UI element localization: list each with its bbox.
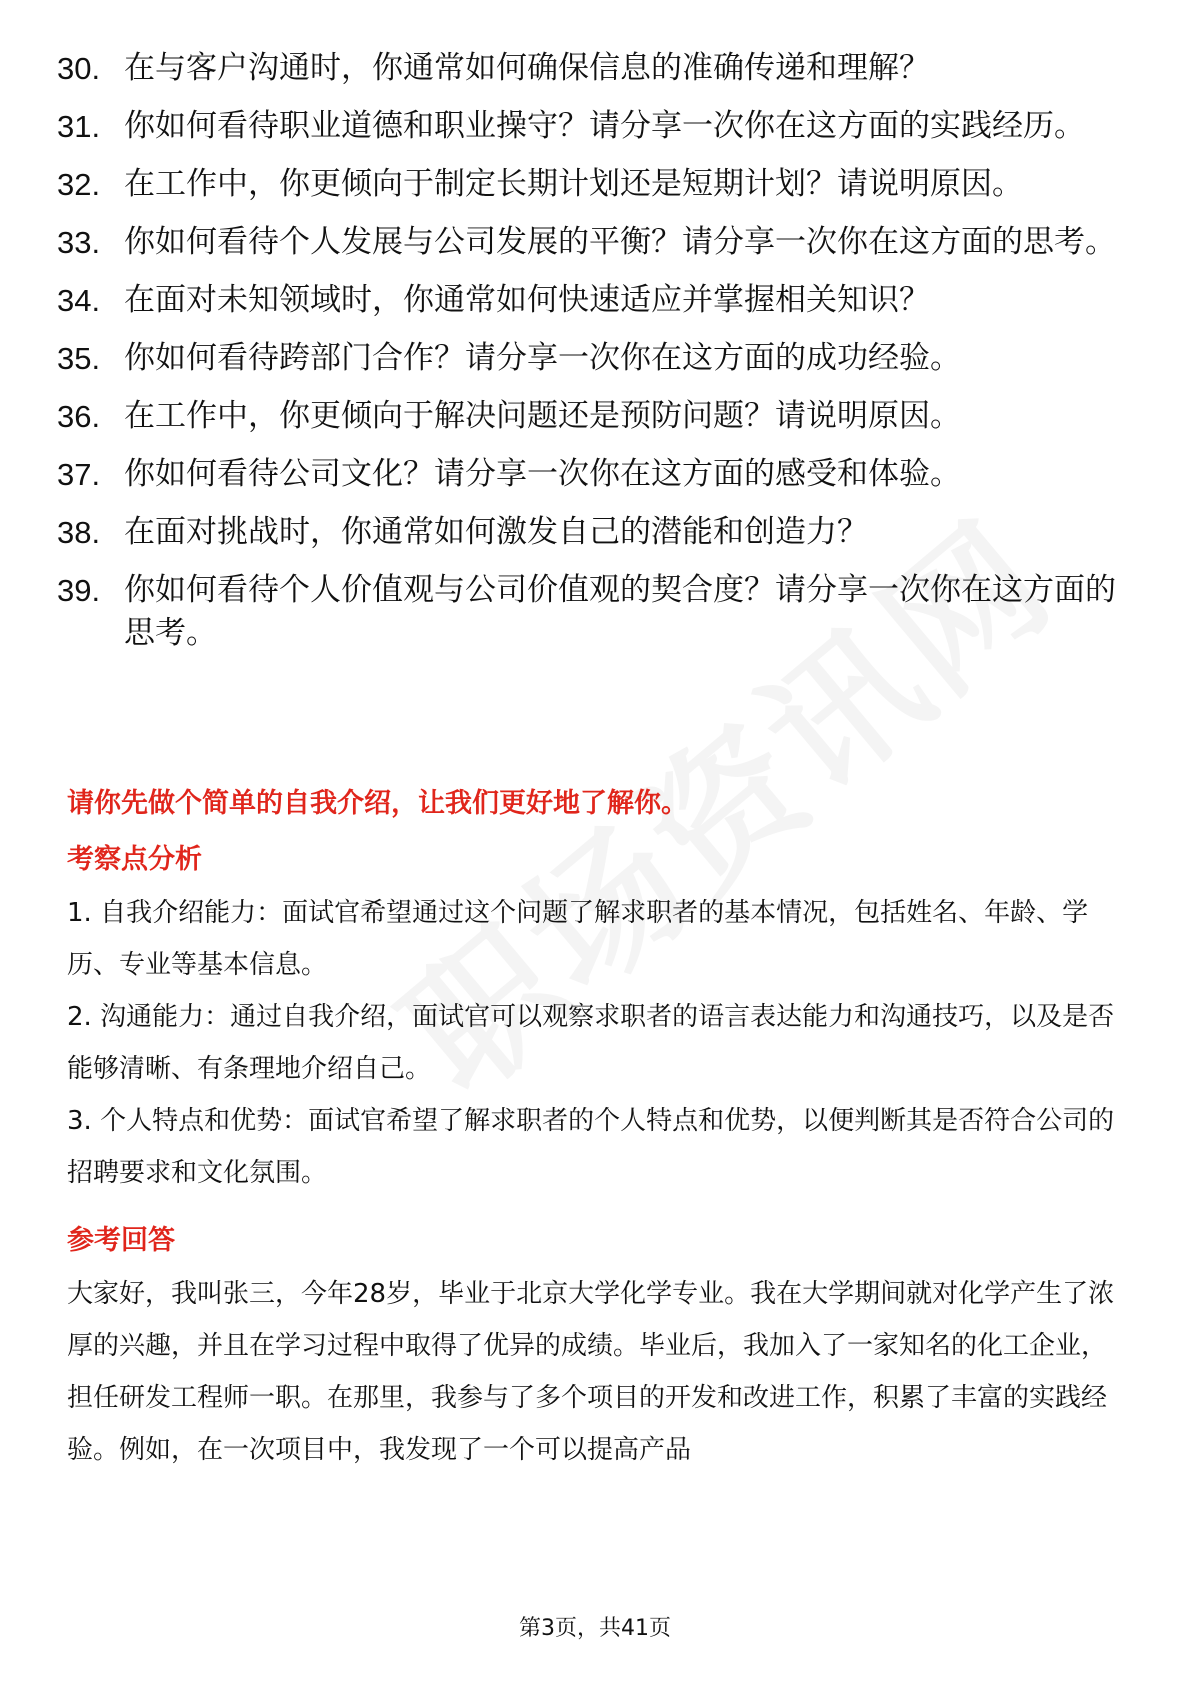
analysis-heading: 考察点分析 — [67, 844, 202, 875]
question-item — [57, 511, 1132, 554]
question-number: 33. — [57, 225, 101, 260]
page-footer: 第3页，共41页 — [519, 1616, 671, 1641]
question-number: 38. — [57, 515, 101, 550]
question-number: 39. — [57, 573, 101, 608]
question-number: 31. — [57, 109, 101, 144]
answer-body — [67, 1268, 1132, 1476]
question-item — [57, 279, 1132, 322]
question-list — [57, 47, 1132, 670]
question-text: 在面对未知领域时，你通常如何快速适应并掌握相关知识？ — [124, 282, 930, 318]
question-text: 你如何看待公司文化？请分享一次你在这方面的感受和体验。 — [124, 456, 961, 492]
question-text: 你如何看待个人价值观与公司价值观的契合度？请分享一次你在这方面的思考。 — [124, 572, 1116, 651]
question-number: 32. — [57, 167, 101, 202]
question-item — [57, 47, 1132, 90]
question-item — [57, 221, 1132, 264]
question-item — [57, 105, 1132, 148]
analysis-point: 3. 个人特点和优势：面试官希望了解求职者的个人特点和优势，以便判断其是否符合公司的招聘要求和文化氛围。 — [67, 1106, 1115, 1188]
question-text: 在面对挑战时，你通常如何激发自己的潜能和创造力？ — [124, 514, 868, 550]
question-text: 你如何看待跨部门合作？请分享一次你在这方面的成功经验。 — [124, 340, 961, 376]
answer-heading: 参考回答 — [67, 1225, 175, 1256]
question-item — [57, 163, 1132, 206]
question-item — [57, 569, 1132, 655]
question-number: 34. — [57, 283, 101, 318]
question-number: 30. — [57, 51, 101, 86]
question-text: 你如何看待个人发展与公司发展的平衡？请分享一次你在这方面的思考。 — [124, 224, 1116, 260]
featured-question: 请你先做个简单的自我介绍，让我们更好地了解你。 — [67, 788, 688, 819]
question-text: 你如何看待职业道德和职业操守？请分享一次你在这方面的实践经历。 — [124, 108, 1085, 144]
question-number: 36. — [57, 399, 101, 434]
answer-text: 大家好，我叫张三，今年28岁，毕业于北京大学化学专业。我在大学期间就对化学产生了浓厚的兴趣，并且在学习过程中取得了优异的成绩。毕业后，我加入了一家知名的化工企业，担任研发工程师一职。在那里，我参与了多个项目的开发和改进工作，积累了丰富的实践经验。例如，在一次项目中，我发现了一个可以提高产品 — [67, 1279, 1115, 1465]
question-number: 35. — [57, 341, 101, 376]
question-item — [57, 337, 1132, 380]
analysis-points — [67, 887, 1132, 1199]
question-text: 在与客户沟通时，你通常如何确保信息的准确传递和理解？ — [124, 50, 930, 86]
analysis-point: 2. 沟通能力：通过自我介绍，面试官可以观察求职者的语言表达能力和沟通技巧，以及是否能够清晰、有条理地介绍自己。 — [67, 1002, 1115, 1084]
analysis-point: 1. 自我介绍能力：面试官希望通过这个问题了解求职者的基本情况，包括姓名、年龄、学历、专业等基本信息。 — [67, 898, 1089, 980]
question-item — [57, 453, 1132, 496]
question-item — [57, 395, 1132, 438]
question-text: 在工作中，你更倾向于解决问题还是预防问题？请说明原因。 — [124, 398, 961, 434]
question-number: 37. — [57, 457, 101, 492]
question-text: 在工作中，你更倾向于制定长期计划还是短期计划？请说明原因。 — [124, 166, 1023, 202]
